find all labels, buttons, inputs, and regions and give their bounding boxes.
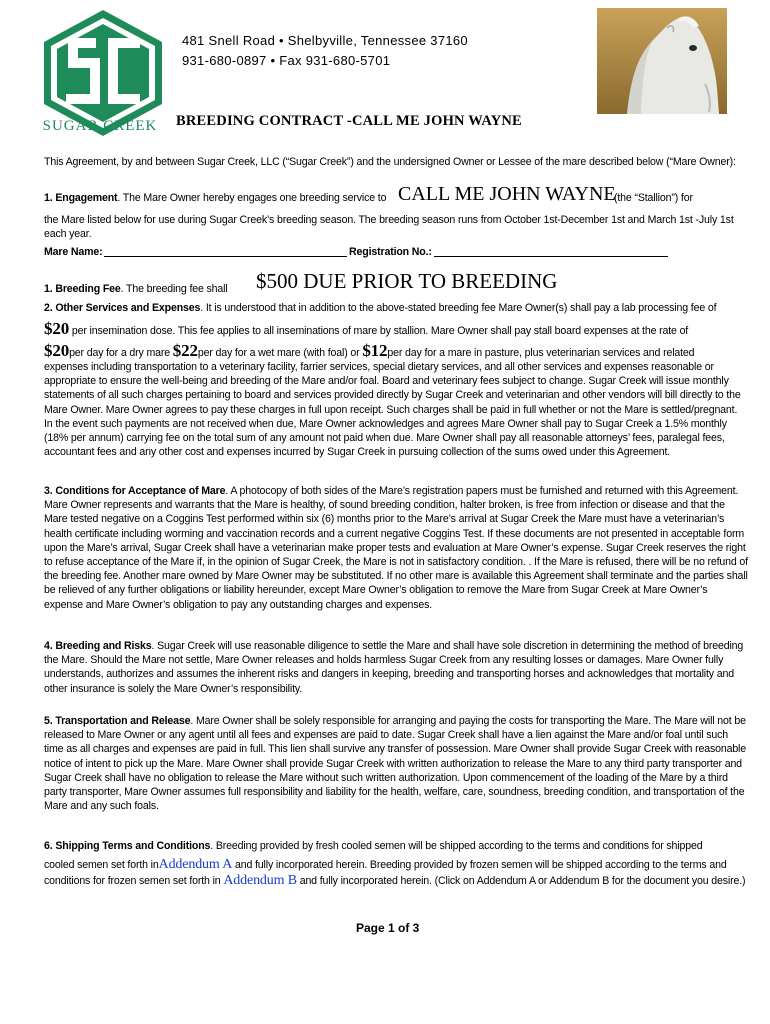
dry-mare-fee-field[interactable]: $20	[44, 341, 70, 360]
mare-name-label: Mare Name:	[44, 246, 103, 258]
stallion-label: (the “Stallion”) for	[614, 192, 693, 204]
conditions-paragraph	[44, 484, 748, 612]
conditions-body: . A photocopy of both sides of the Mare’s registration papers must be furnished and returned with this Agreement. Mare Owner represents and warrants that the Mare is healthy, of sound breeding condition, halter broken, is free from infection or disease and that the Mare tested negative on a Coggins Test performed within six (6) months prior to the Mare’s arrival at Sugar Creek the Mare must have a veterinarian’s health certificate including worming and vaccination records and a current negative Coggins Test. If these documents are not presented in acceptable form upon the Mare’s arrival, Sugar Creek shall have a veterinarian make proper tests and evaluation at Mare Owner’s expense. Sugar Creek reserves the right to refuse acceptance of the Mare if, in the opinion of Sugar Creek, the Mare is not in satisfactory condition. . If the Mare is refused, there will be no refund of the breeding fee. Another mare owned by Mare Owner may be substituted. If no other mare is available this Agreement shall terminate and the parties shall be relieved of any further obligations or liability hereunder, except Mare Owner’s obligation to remove the Mare from Sugar Creek at Mare Owner’s expense and Mare Owner’s obligation to pay any outstanding charges and expenses.	[44, 485, 748, 611]
shipping-line2	[44, 858, 754, 872]
wet-mare-text: per day for a wet mare (with foal) or	[197, 347, 360, 359]
insemination-text: per insemination dose. This fee applies to all inseminations of mare by stallion. Mare Owner shall pay stall board expenses at the rate of	[71, 325, 689, 337]
other-services-body: expenses including transportation to a veterinary facility, farrier services, special dietary services, and all other services and expenses reasonable or appropriate to ensure the well-being and breeding of the Mare and/or foal. Board and veterinary fees subject to change. Sugar Creek will issue monthly statements of all such charges pertaining to board and services provided directly by Sugar Creek and veterinarian and other vendors will bill directly to the Mare Owner. Mare Owner agrees to pay these charges in full upon receipt. Such charges shall be paid in full whether or not the Mare is settled/pregnant. In the event such payments are not received when due, Mare Owner acknowledges and agrees Mare Owner shall pay to Sugar Creek a 1.5% monthly (18% per annum) carrying fee on the total sum of any amount not paid when due. Mare Owner shall pay all reasonable attorneys’ fees, paralegal fees, accountant fees and any other cost and expenses incurred by Sugar Creek in pursuing collection of the sums owed under this Agreement.	[44, 361, 741, 459]
other-services-text: . It is understood that in addition to the above-stated breeding fee Mare Owner(s) shall pay a lab processing fee of	[200, 302, 717, 314]
breeding-risks-paragraph	[44, 639, 748, 696]
fee-text: . The breeding fee shall	[120, 283, 228, 295]
dry-mare-text: per day for a dry mare	[69, 347, 170, 359]
logo-text: SUGAR CREEK	[42, 118, 158, 134]
intro-paragraph: This Agreement, by and between Sugar Creek, LLC (“Sugar Creek”) and the undersigned Owner or Lessee of the mare described below (“Mare Owner):	[44, 156, 736, 168]
shipping-text-3b: and fully incorporated herein. (Click on Addendum A or Addendum B for the document you desire.)	[299, 875, 746, 887]
pasture-fee-field[interactable]: $12	[362, 341, 388, 360]
addendum-a-link[interactable]: Addendum A	[158, 857, 233, 872]
contract-title: BREEDING CONTRACT -CALL ME JOHN WAYNE	[176, 113, 522, 129]
other-services-line1	[44, 301, 744, 315]
stallion-name-field[interactable]: CALL ME JOHN WAYNE	[398, 183, 616, 205]
transport-paragraph	[44, 714, 748, 813]
stallion-photo	[597, 8, 727, 114]
breeding-risks-heading: 4. Breeding and Risks	[44, 640, 152, 652]
shipping-text-2a: cooled semen set forth in	[44, 859, 159, 871]
fee-heading: 1. Breeding Fee	[44, 283, 121, 295]
transport-body: . Mare Owner shall be solely responsible for arranging and paying the costs for transporting the Mare. The Mare will not be released to Mare Owner or any agent until all fees and expenses are paid to date. Sugar Creek shall have a lien against the Mare and/or foal until such time as all charges and expenses are paid in full. This lien shall survive any transfer of possession. Mare Owner shall provide Sugar Creek with reasonable notice of intent to pick up the Mare. Mare Owner shall provide Sugar Creek with written authorization to release the Mare to any third party transporter and Sugar Creek shall have no obligation to release the Mare without such written authorization. Upon commencement of the loading of the Mare by a third party transporter, Mare Owner assumes full responsibility and liability for the health, welfare, care, soundness, breeding condition, and transportation of the Mare and any such foals.	[44, 715, 747, 813]
registration-field[interactable]	[434, 245, 668, 257]
shipping-text-2b: and fully incorporated herein. Breeding provided by frozen semen will be shipped according to the terms and	[234, 859, 727, 871]
season-text: the Mare listed below for use during Sugar Creek’s breeding season. The breeding season runs from October 1st-December 1st and March 1st -July 1st each year.	[44, 214, 734, 241]
transport-heading: 5. Transportation and Release	[44, 715, 191, 727]
engagement-text: . The Mare Owner hereby engages one breeding service to	[117, 192, 387, 204]
fee-line	[44, 282, 228, 296]
shipping-line1	[44, 839, 748, 853]
breeding-risks-body: . Sugar Creek will use reasonable diligence to settle the Mare and shall have sole discretion in determining the method of breeding the Mare. Should the Mare not settle, Mare Owner releases and holds harmless Sugar Creek from any resulting losses or damages. Mare Owner fully understands, authorizes and assumes the inherent risks and dangers in keeping, breeding and transporting horses and acknowledges that mortality and other insurance is solely the Mare Owner’s responsibility.	[44, 640, 744, 695]
shipping-line3	[44, 874, 754, 888]
conditions-heading: 3. Conditions for Acceptance of Mare	[44, 485, 226, 497]
insemination-fee-field[interactable]: $20	[44, 319, 70, 338]
other-services-line3	[44, 341, 754, 360]
address-line: 481 Snell Road • Shelbyville, Tennessee 37160	[182, 33, 468, 48]
shipping-heading: 6. Shipping Terms and Conditions	[44, 840, 211, 852]
other-services-line2	[44, 319, 744, 338]
mare-name-field[interactable]	[104, 245, 347, 257]
registration-label: Registration No.:	[349, 246, 432, 258]
page-number: Page 1 of 3	[356, 921, 420, 935]
shipping-text-3a: conditions for frozen semen set forth in	[44, 875, 221, 887]
phone-fax-line: 931-680-0897 • Fax 931-680-5701	[182, 53, 391, 68]
engagement-heading: 1. Engagement	[44, 192, 118, 204]
wet-mare-fee-field[interactable]: $22	[172, 341, 198, 360]
pasture-text: per day for a mare in pasture, plus veterinarian services and related	[387, 347, 695, 359]
shipping-text: . Breeding provided by fresh cooled semen will be shipped according to the terms and conditions for shipped	[210, 840, 703, 852]
other-services-heading: 2. Other Services and Expenses	[44, 302, 201, 314]
address-block	[182, 31, 468, 71]
breeding-fee-field[interactable]: $500 DUE PRIOR TO BREEDING	[256, 269, 558, 293]
addendum-b-link[interactable]: Addendum B	[223, 873, 297, 888]
